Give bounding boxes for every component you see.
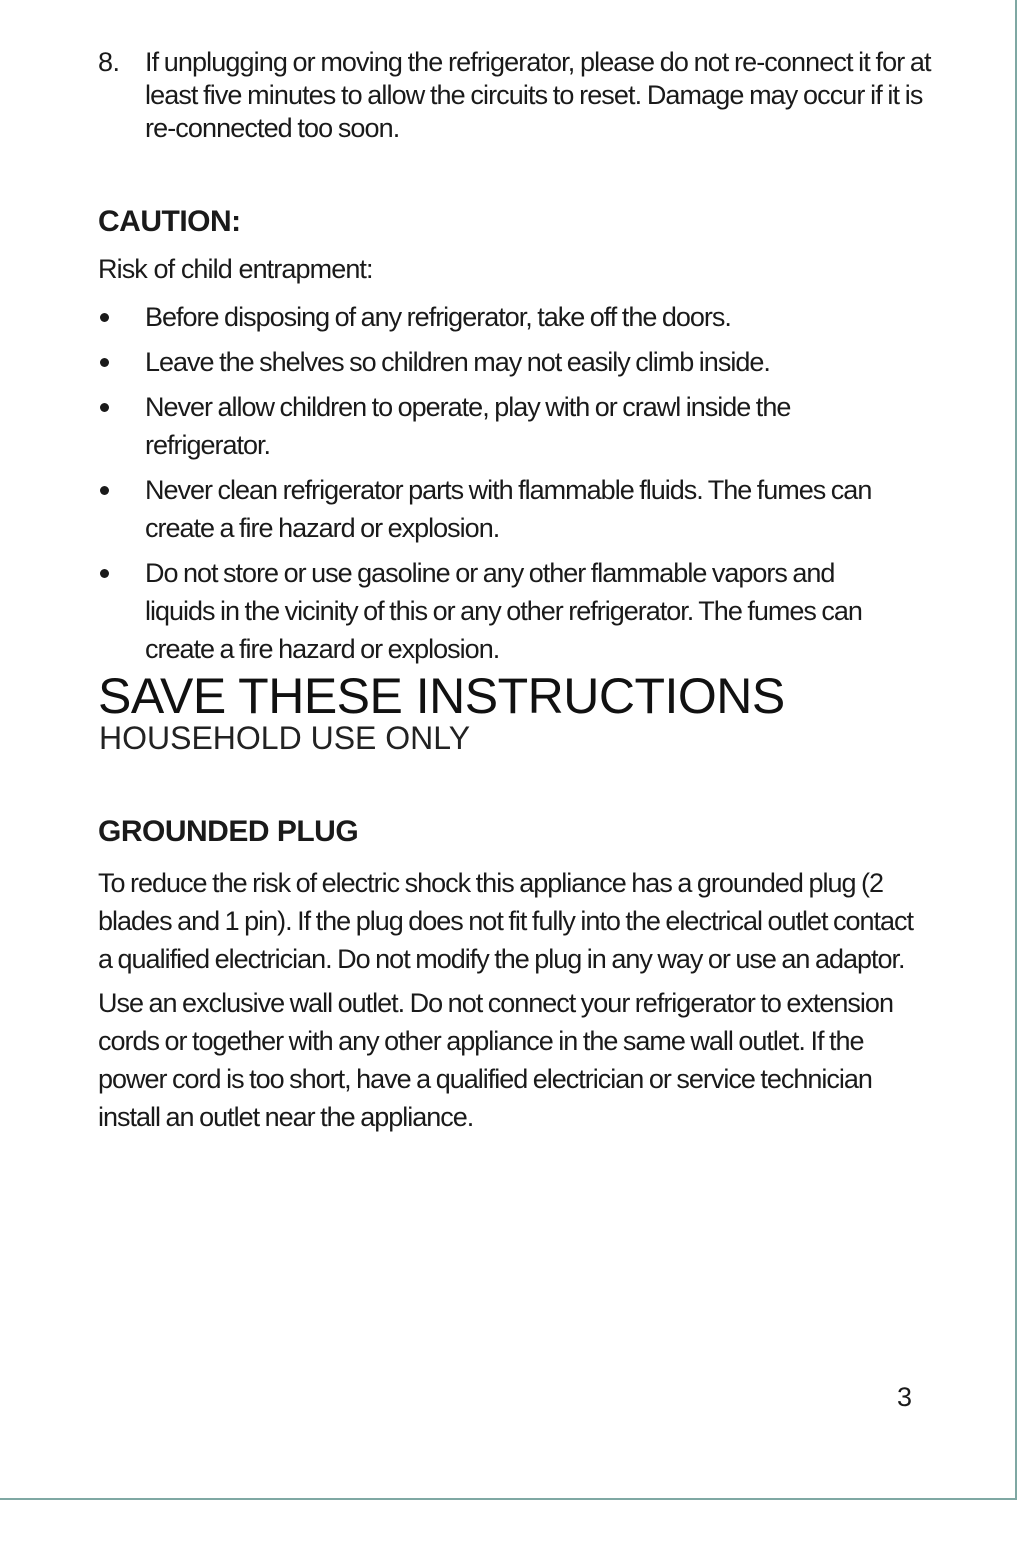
caution-intro: Risk of child entrapment: bbox=[98, 254, 373, 284]
grounded-plug-paragraph-2: Use an exclusive wall outlet. Do not connect your refrigerator to extension cords or together with any other appliance in the same wall outlet. If the power cord is too short, have a qualified electrician or service technician install an outlet near the appliance. bbox=[98, 988, 893, 1132]
bullet-icon bbox=[100, 569, 109, 578]
caution-heading: CAUTION: bbox=[98, 205, 241, 238]
bullet-text: Never clean refrigerator parts with flammable fluids. The fumes can create a fire hazard or explosion. bbox=[145, 475, 872, 543]
grounded-plug-paragraph-1: To reduce the risk of electric shock this appliance has a grounded plug (2 blades and 1 pin). If the plug does not fit fully into the electrical outlet contact a qualified electrician. Do not modify the plug in any way or use an adaptor. bbox=[98, 868, 914, 974]
bullet-icon bbox=[100, 358, 109, 367]
bullet-text: Before disposing of any refrigerator, take off the doors. bbox=[145, 302, 731, 332]
grounded-plug-heading: GROUNDED PLUG bbox=[98, 815, 359, 848]
save-instructions-title: SAVE THESE INSTRUCTIONS bbox=[98, 668, 785, 724]
bullet-item bbox=[98, 554, 898, 668]
bullet-icon bbox=[100, 486, 109, 495]
bullet-item bbox=[98, 388, 898, 464]
bullet-icon bbox=[100, 403, 109, 412]
bullet-item bbox=[98, 471, 898, 547]
page-number: 3 bbox=[897, 1382, 913, 1412]
bullet-text: Leave the shelves so children may not easily climb inside. bbox=[145, 347, 770, 377]
caution-bullet-list bbox=[98, 298, 898, 675]
bullet-icon bbox=[100, 313, 109, 322]
item-text: If unplugging or moving the refrigerator, please do not re-connect it for at least five minutes to allow the circuits to reset. Damage may occur if it is re-connected too soon. bbox=[145, 47, 931, 143]
bullet-item bbox=[98, 298, 898, 336]
household-use-subtitle: HOUSEHOLD USE ONLY bbox=[99, 720, 471, 756]
bullet-text: Never allow children to operate, play with or crawl inside the refrigerator. bbox=[145, 392, 791, 460]
item-number: 8. bbox=[98, 47, 120, 77]
bullet-text: Do not store or use gasoline or any other flammable vapors and liquids in the vicinity of this or any other refrigerator. The fumes can create a fire hazard or explosion. bbox=[145, 558, 862, 664]
bullet-item bbox=[98, 343, 898, 381]
